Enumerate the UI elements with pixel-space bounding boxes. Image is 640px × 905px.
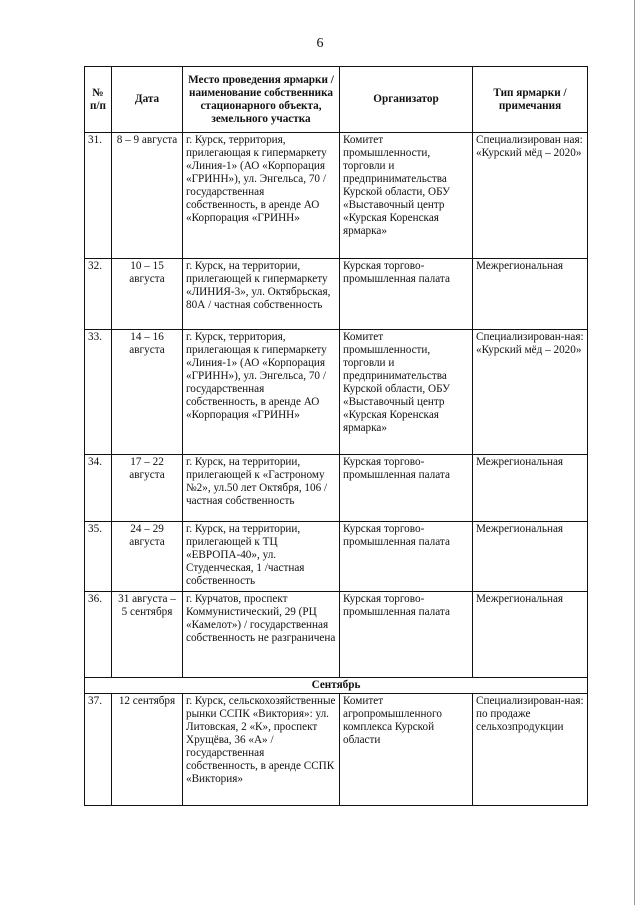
row-type: Межрегиональная xyxy=(473,522,588,592)
table-row xyxy=(85,330,588,455)
row-place: г. Курчатов, проспект Коммунистический, 29 (РЦ «Камелот») / государственная собственность не разграничена xyxy=(183,592,340,678)
row-num: 32. xyxy=(85,259,112,330)
row-place: г. Курск, на территории, прилегающей к ТЦ «ЕВРОПА-40», ул. Студенческая, 1 /частная собственность xyxy=(183,522,340,592)
table-row xyxy=(85,522,588,592)
row-num: 35. xyxy=(85,522,112,592)
table-header-row xyxy=(85,67,588,133)
row-type: Межрегиональная xyxy=(473,259,588,330)
table-row xyxy=(85,694,588,806)
header-organizer: Организатор xyxy=(340,67,473,133)
table-row xyxy=(85,455,588,522)
row-type: Межрегиональная xyxy=(473,455,588,522)
row-organizer: Курская торгово-промышленная палата xyxy=(340,259,473,330)
table-row xyxy=(85,133,588,259)
row-type: Специализирован-ная: «Курский мёд – 2020» xyxy=(473,330,588,455)
row-place: г. Курск, территория, прилегающая к гипермаркету «Линия-1» (АО «Корпорация «ГРИНН»), ул. Энгельса, 70 / государственная собственность, в аренде АО «Корпорация «ГРИНН» xyxy=(183,133,340,259)
row-organizer: Комитет промышленности, торговли и предпринимательства Курской области, ОБУ «Выставочный центр «Курская Коренская ярмарка» xyxy=(340,330,473,455)
month-label: Сентябрь xyxy=(85,678,588,694)
row-date: 12 сентября xyxy=(112,694,183,806)
row-num: 37. xyxy=(85,694,112,806)
header-place: Место проведения ярмарки / наименование собственника стационарного объекта, земельного участка xyxy=(183,67,340,133)
row-date: 10 – 15 августа xyxy=(112,259,183,330)
month-row xyxy=(85,678,588,694)
row-date: 24 – 29 августа xyxy=(112,522,183,592)
row-num: 34. xyxy=(85,455,112,522)
row-place: г. Курск, на территории, прилегающей к гипермаркету «ЛИНИЯ-3», ул. Октябрьская, 80А / частная собственность xyxy=(183,259,340,330)
row-place: г. Курск, сельскохозяйственные рынки ССПК «Виктория»: ул. Литовская, 2 «К», проспект Хрущёва, 36 «А» / государственная собственность, в аренде ССПК «Виктория» xyxy=(183,694,340,806)
header-num: № п/п xyxy=(85,67,112,133)
row-type: Межрегиональная xyxy=(473,592,588,678)
row-place: г. Курск, на территории, прилегающей к «Гастроному №2», ул.50 лет Октября, 106 /частная собственность xyxy=(183,455,340,522)
row-date: 8 – 9 августа xyxy=(112,133,183,259)
row-type: Специализирован ная: «Курский мёд – 2020» xyxy=(473,133,588,259)
table-row xyxy=(85,259,588,330)
table-row xyxy=(85,592,588,678)
page-number: 6 xyxy=(316,36,324,51)
row-num: 31. xyxy=(85,133,112,259)
row-date: 31 августа – 5 сентября xyxy=(112,592,183,678)
row-date: 14 – 16 августа xyxy=(112,330,183,455)
row-organizer: Комитет агропромышленного комплекса Курской области xyxy=(340,694,473,806)
row-date: 17 – 22 августа xyxy=(112,455,183,522)
row-organizer: Курская торгово-промышленная палата xyxy=(340,522,473,592)
row-organizer: Курская торгово-промышленная палата xyxy=(340,592,473,678)
row-organizer: Комитет промышленности, торговли и предпринимательства Курской области, ОБУ «Выставочный центр «Курская Коренская ярмарка» xyxy=(340,133,473,259)
row-type: Специализирован-ная: по продаже сельхозпродукции xyxy=(473,694,588,806)
row-place: г. Курск, территория, прилегающая к гипермаркету «Линия-1» (АО «Корпорация «ГРИНН»), ул. Энгельса, 70 / государственная собственность, в аренде АО «Корпорация «ГРИНН» xyxy=(183,330,340,455)
header-type: Тип ярмарки / примечания xyxy=(473,67,588,133)
row-organizer: Курская торгово-промышленная палата xyxy=(340,455,473,522)
scan-edge-line xyxy=(634,0,635,905)
fairs-table xyxy=(84,66,588,806)
row-num: 33. xyxy=(85,330,112,455)
row-num: 36. xyxy=(85,592,112,678)
header-date: Дата xyxy=(112,67,183,133)
